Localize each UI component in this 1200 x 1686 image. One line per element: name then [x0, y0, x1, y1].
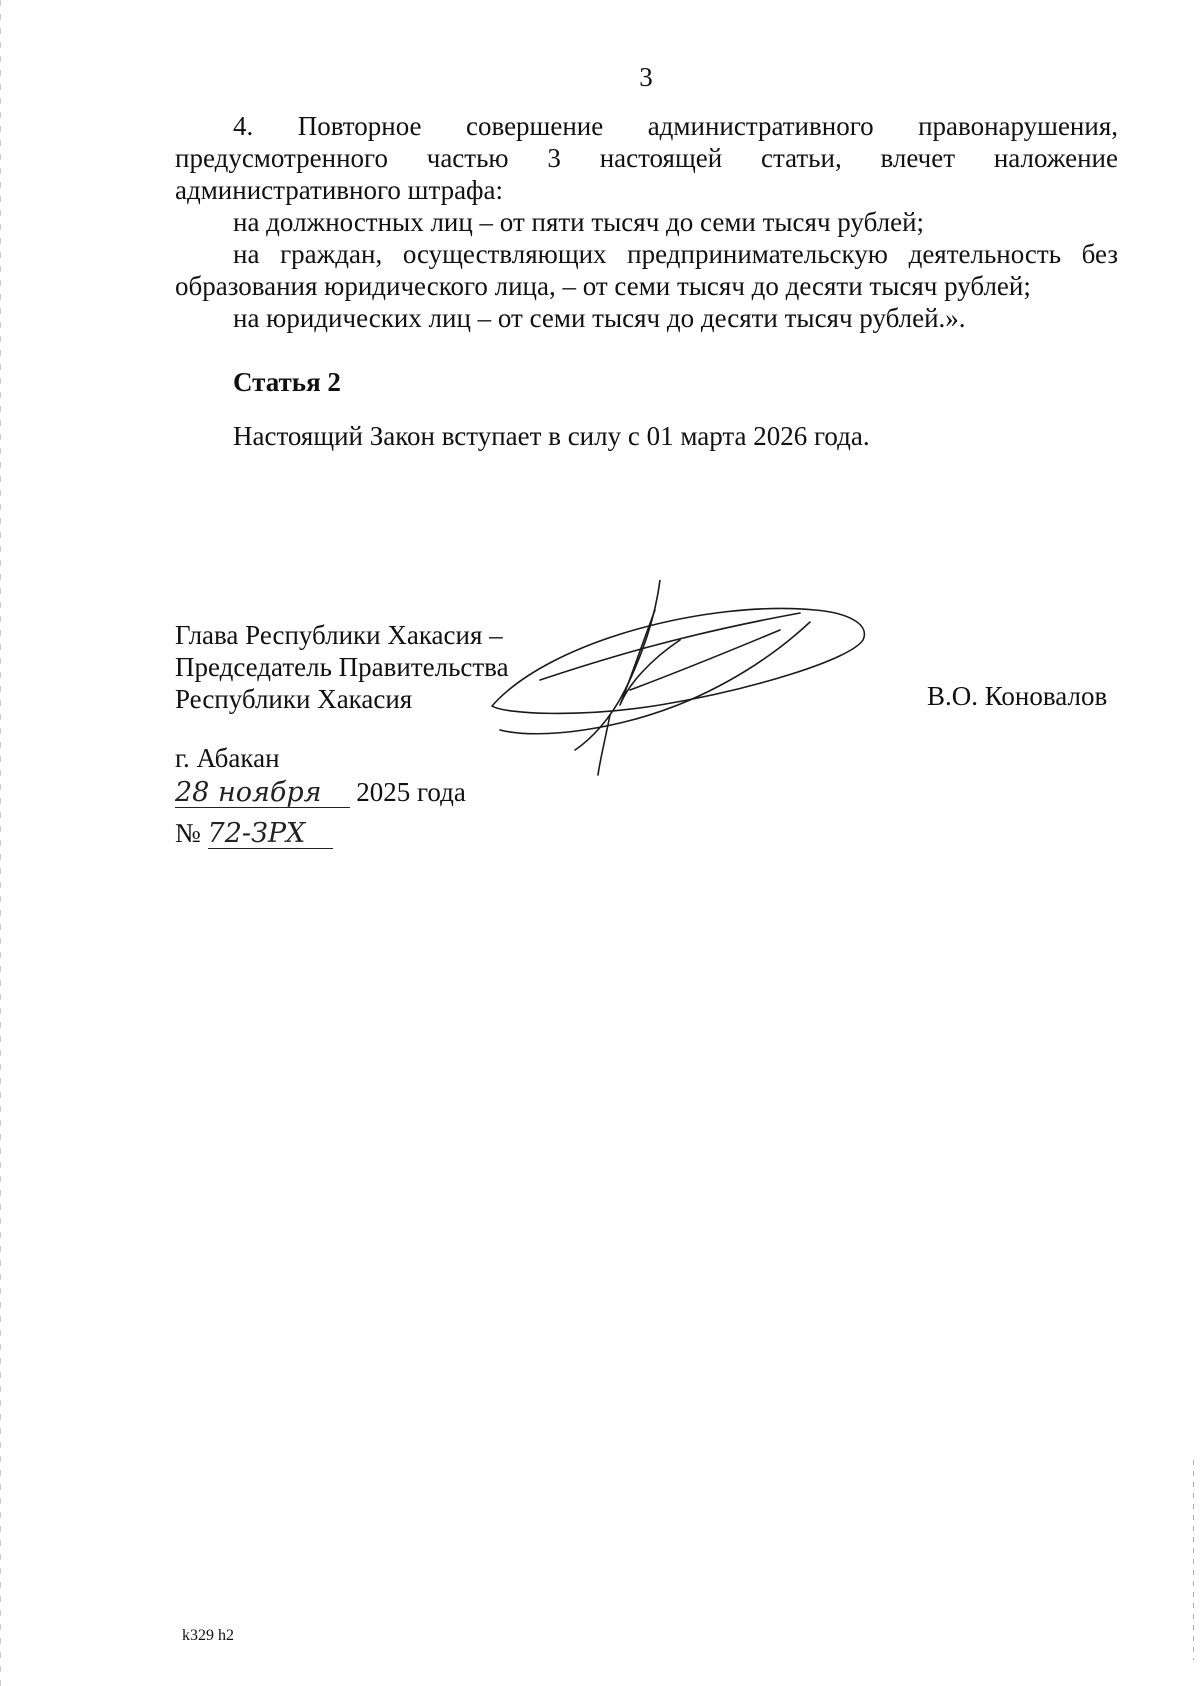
- signatory-title: [175, 619, 509, 715]
- paragraph-line: административного штрафа:: [175, 175, 504, 205]
- handwritten-date: 28 ноября: [175, 779, 350, 808]
- place-of-signing: г. Абакан: [175, 743, 280, 773]
- footer-code: k329 h2: [182, 1627, 234, 1644]
- signatory-title-line: Республики Хакасия: [175, 684, 413, 714]
- paragraph-line: 4. Повторное совершение административного правонарушения,: [233, 111, 1118, 141]
- signatory-title-line: Председатель Правительства: [175, 652, 509, 682]
- paragraph-line: образования юридического лица, – от семи тысяч до десяти тысяч рублей;: [175, 271, 1031, 301]
- number-sign: №: [175, 818, 201, 848]
- signing-date: [175, 777, 466, 808]
- signatory-title-line: Глава Республики Хакасия –: [175, 620, 503, 650]
- handwritten-signature: [480, 580, 880, 780]
- page-number: 3: [639, 62, 653, 92]
- article-1-part-4: [175, 110, 1118, 334]
- scan-edge-left: [0, 0, 1, 1686]
- scan-edge-right: [1193, 1460, 1194, 1660]
- law-number: [175, 818, 333, 849]
- paragraph-line: на граждан, осуществляющих предпринимательскую деятельность без: [233, 239, 1118, 269]
- signatory-name: В.О. Коновалов: [927, 681, 1108, 711]
- date-year: 2025 года: [356, 777, 466, 807]
- handwritten-number: 72-ЗРХ: [208, 820, 334, 849]
- article-heading: Статья 2: [233, 367, 341, 397]
- article-text: Настоящий Закон вступает в силу с 01 марта 2026 года.: [233, 421, 870, 451]
- paragraph-line: на должностных лиц – от пяти тысяч до семи тысяч рублей;: [233, 207, 925, 237]
- paragraph-line: предусмотренного частью 3 настоящей статьи, влечет наложение: [175, 143, 1118, 173]
- paragraph-line: на юридических лиц – от семи тысяч до десяти тысяч рублей.».: [233, 303, 966, 333]
